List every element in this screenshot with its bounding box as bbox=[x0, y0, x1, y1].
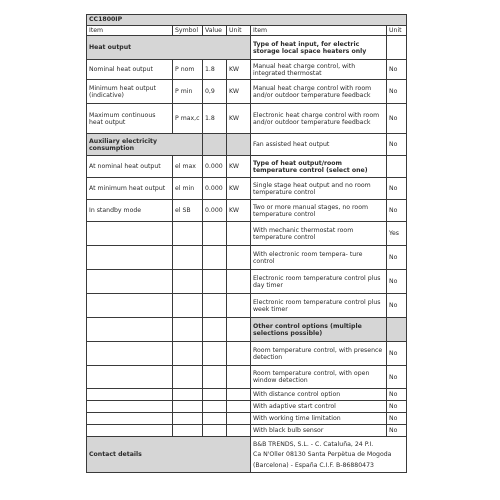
contact-row bbox=[87, 437, 407, 473]
row-right-item: Single stage heat output and no room temperature control bbox=[251, 178, 387, 200]
row-right-item: Electronic heat charge control with room and/or outdoor temperature feedback bbox=[251, 104, 387, 134]
row-right-unit: No bbox=[387, 342, 407, 366]
row-right-unit: No bbox=[387, 294, 407, 318]
table-row bbox=[87, 222, 407, 246]
table-row bbox=[87, 294, 407, 318]
table-row bbox=[87, 200, 407, 222]
row-right-unit: No bbox=[387, 80, 407, 104]
model-name: CC1800IP bbox=[87, 15, 407, 26]
row-right-unit: No bbox=[387, 134, 407, 156]
row-symbol: P min bbox=[173, 80, 203, 104]
table-row bbox=[87, 80, 407, 104]
row-right-unit: No bbox=[387, 401, 407, 413]
model-row bbox=[87, 15, 407, 26]
row-unit: KW bbox=[227, 104, 251, 134]
row-item: Nominal heat output bbox=[87, 60, 173, 80]
table-row bbox=[87, 342, 407, 366]
row-right-unit: No bbox=[387, 270, 407, 294]
row-item: At nominal heat output bbox=[87, 156, 173, 178]
table-row bbox=[87, 246, 407, 270]
row-item: Maximum continuous heat output bbox=[87, 104, 173, 134]
section-contact-details: Contact details bbox=[87, 437, 251, 473]
row-value: 1.8 bbox=[203, 104, 227, 134]
row-unit: KW bbox=[227, 200, 251, 222]
row-right-unit: Yes bbox=[387, 222, 407, 246]
row-right-item: Room temperature control, with open window detection bbox=[251, 366, 387, 389]
table-row bbox=[87, 401, 407, 413]
row-unit: KW bbox=[227, 156, 251, 178]
row-right-item: Manual heat charge control, with integrated thermostat bbox=[251, 60, 387, 80]
row-value: 0.000 bbox=[203, 200, 227, 222]
contact-line-company: B&B TRENDS, S.L. - C. Cataluña, 24 P.I. bbox=[253, 440, 374, 448]
section-heat-output: Heat output bbox=[87, 36, 251, 60]
row-symbol: el min bbox=[173, 178, 203, 200]
row-right-item: With distance control option bbox=[251, 389, 387, 401]
row-right-item: With mechanic thermostat room temperature control bbox=[251, 222, 387, 246]
row-right-unit: No bbox=[387, 200, 407, 222]
table-row bbox=[87, 413, 407, 425]
row-unit: KW bbox=[227, 80, 251, 104]
row-right-item: Manual heat charge control with room and/or outdoor temperature feedback bbox=[251, 80, 387, 104]
section-auxiliary: Auxiliary electricity consumption bbox=[87, 134, 203, 156]
section-temperature-control: Type of heat output/room temperature control (select one) bbox=[251, 156, 387, 178]
row-symbol: P max,c bbox=[173, 104, 203, 134]
contact-details bbox=[251, 437, 407, 473]
row-item: At minimum heat output bbox=[87, 178, 173, 200]
header-item-right: Item bbox=[251, 26, 387, 36]
row-unit: KW bbox=[227, 178, 251, 200]
row-symbol: el max bbox=[173, 156, 203, 178]
row-right-unit: No bbox=[387, 425, 407, 437]
row-item: In standby mode bbox=[87, 200, 173, 222]
row-right-item: Fan assisted heat output bbox=[251, 134, 387, 156]
row-right-item: With electronic room tempera- ture control bbox=[251, 246, 387, 270]
table-row bbox=[87, 134, 407, 156]
table-row bbox=[87, 60, 407, 80]
row-right-item: Electronic room temperature control plus day timer bbox=[251, 270, 387, 294]
row-right-unit: No bbox=[387, 60, 407, 80]
table-row bbox=[87, 366, 407, 389]
row-right-unit: No bbox=[387, 413, 407, 425]
row-value: 1.8 bbox=[203, 60, 227, 80]
header-item: Item bbox=[87, 26, 173, 36]
contact-line-cif: (Barcelona) - España C.I.F. B-86880473 bbox=[253, 461, 374, 469]
product-fiche-table bbox=[86, 14, 407, 473]
row-right-unit: No bbox=[387, 246, 407, 270]
header-unit-right: Unit bbox=[387, 26, 407, 36]
row-right-item: Electronic room temperature control plus week timer bbox=[251, 294, 387, 318]
row-value: 0.000 bbox=[203, 156, 227, 178]
header-unit: Unit bbox=[227, 26, 251, 36]
table-row bbox=[87, 270, 407, 294]
row-item: Minimum heat output (indicative) bbox=[87, 80, 173, 104]
row-right-item: Room temperature control, with presence detection bbox=[251, 342, 387, 366]
header-value: Value bbox=[203, 26, 227, 36]
row-right-unit: No bbox=[387, 389, 407, 401]
section-other-options: Other control options (multiple selections possible) bbox=[251, 318, 387, 342]
spec-sheet bbox=[86, 14, 407, 473]
row-value: 0.000 bbox=[203, 178, 227, 200]
table-row bbox=[87, 389, 407, 401]
row-right-item: With adaptive start control bbox=[251, 401, 387, 413]
header-row bbox=[87, 26, 407, 36]
row-right-unit: No bbox=[387, 178, 407, 200]
table-row bbox=[87, 36, 407, 60]
table-row bbox=[87, 318, 407, 342]
table-row bbox=[87, 104, 407, 134]
table-row bbox=[87, 178, 407, 200]
row-value: 0,9 bbox=[203, 80, 227, 104]
row-right-item: With black bulb sensor bbox=[251, 425, 387, 437]
row-right-item: With working time limitation bbox=[251, 413, 387, 425]
row-right-item: Two or more manual stages, no room temperature control bbox=[251, 200, 387, 222]
contact-line-address: Ca N'Oller 08130 Santa Perpètua de Mogoda bbox=[253, 451, 392, 459]
header-symbol: Symbol bbox=[173, 26, 203, 36]
table-row bbox=[87, 425, 407, 437]
table-row bbox=[87, 156, 407, 178]
row-symbol: el SB bbox=[173, 200, 203, 222]
row-unit: KW bbox=[227, 60, 251, 80]
section-heat-input-type: Type of heat input, for electric storage local space heaters only bbox=[251, 36, 387, 60]
row-right-unit: No bbox=[387, 104, 407, 134]
row-symbol: P nom bbox=[173, 60, 203, 80]
row-right-unit: No bbox=[387, 366, 407, 389]
